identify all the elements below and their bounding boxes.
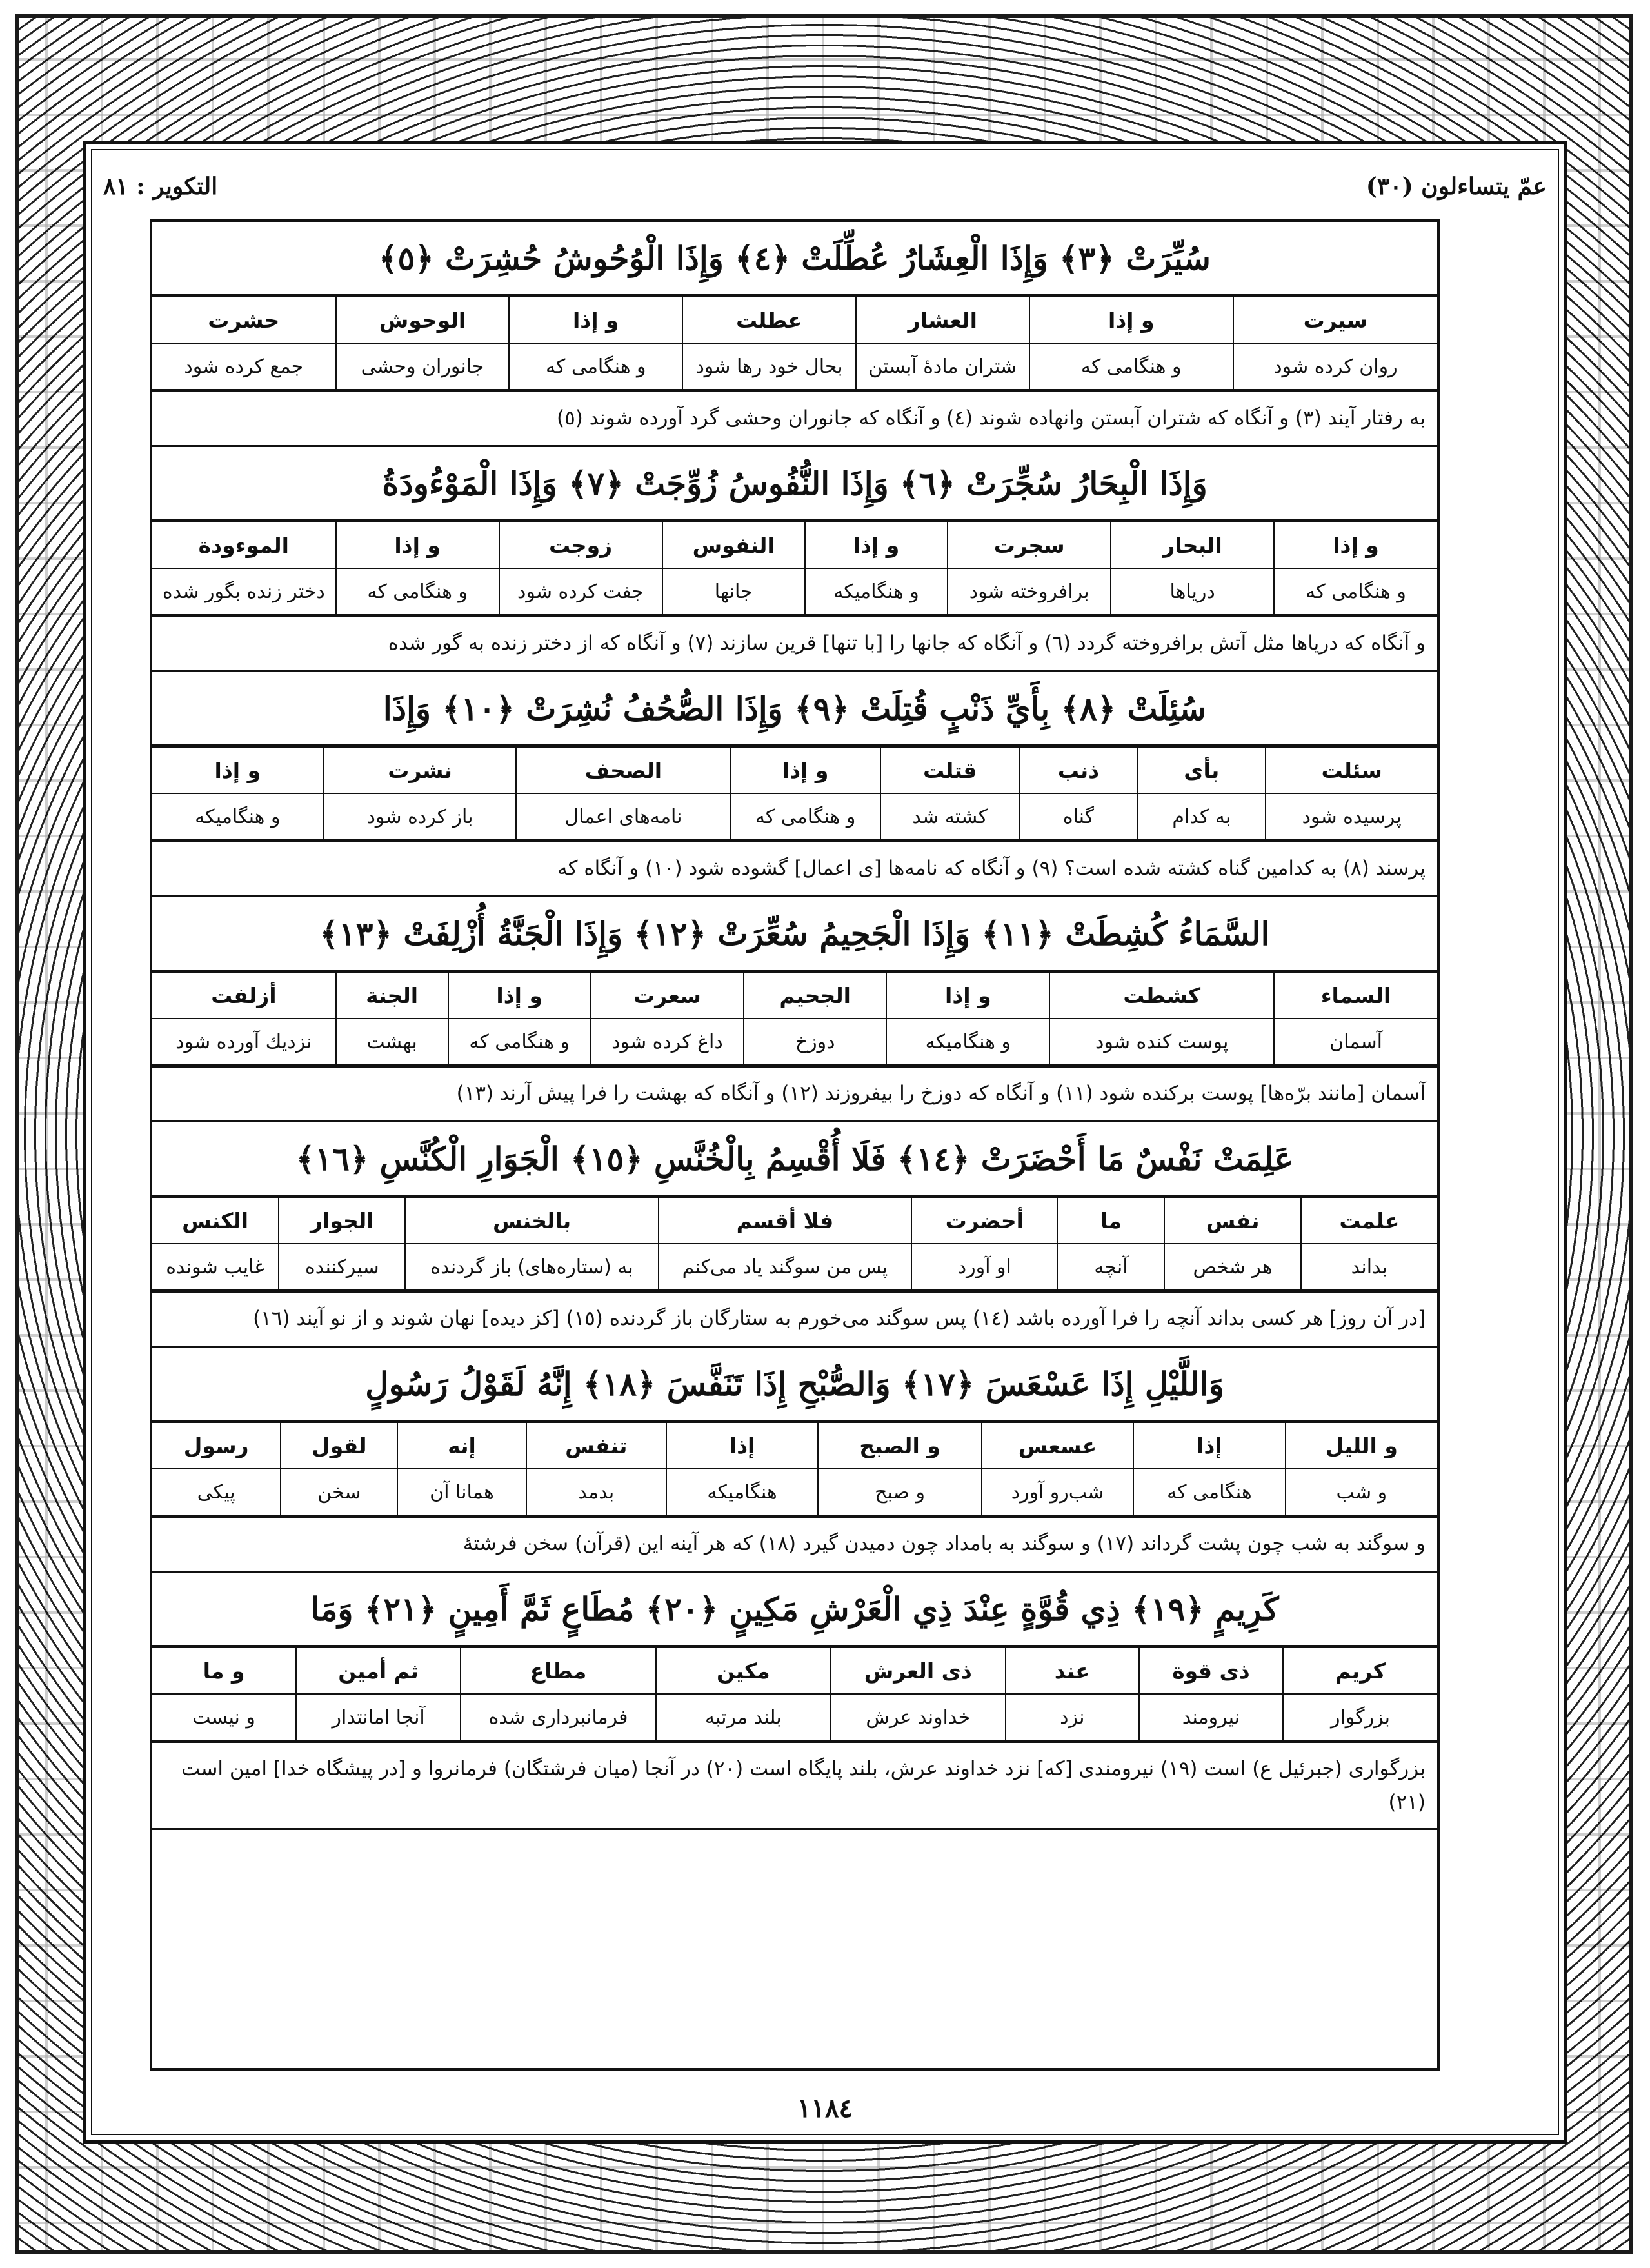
arabic-word: سعرت [591,972,744,1019]
surah-title: التكوير : ٨١ [103,173,218,200]
arabic-word: و الليل [1286,1422,1437,1469]
arabic-word: و ما [152,1647,296,1694]
persian-meaning: و هنگامى كه [509,343,682,390]
verse-block [152,447,1437,672]
verse-block [152,222,1437,447]
arabic-word: بالخنس [405,1197,658,1244]
word-by-word-table [152,521,1437,615]
arabic-word: رسول [152,1422,281,1469]
persian-meaning: جمع كرده شود [152,343,336,390]
arabic-word: عسعس [982,1422,1133,1469]
quran-verse: السَّمَاءُ كُشِطَتْ ﴿١١﴾ وَإِذَا الْجَحِيمُ سُعِّرَتْ ﴿١٢﴾ وَإِذَا الْجَنَّةُ أُزْلِفَتْ ﴿١٣﴾ [152,897,1437,971]
persian-meaning: درياها [1111,568,1274,615]
arabic-words-row [152,522,1437,568]
word-by-word-table [152,1647,1437,1741]
arabic-word: و إذا [152,747,324,793]
persian-meaning: جفت كرده شود [499,568,662,615]
persian-meaning: و هنگاميكه [152,793,324,840]
juz-title: عمّ يتساءلون (٣٠) [1366,173,1547,200]
quran-verse: وَاللَّيْلِ إِذَا عَسْعَسَ ﴿١٧﴾ وَالصُّبْحِ إِذَا تَنَفَّسَ ﴿١٨﴾ إِنَّهُ لَقَوْلُ رَسُولٍ [152,1348,1437,1422]
content-box [150,219,1440,2071]
persian-meaning: دختر زنده بگور شده [152,568,336,615]
persian-meaning: پوست كنده شود [1049,1019,1274,1065]
arabic-word: قتلت [880,747,1020,793]
quran-verse: عَلِمَتْ نَفْسٌ مَا أَحْضَرَتْ ﴿١٤﴾ فَلَا أُقْسِمُ بِالْخُنَّسِ ﴿١٥﴾ الْجَوَارِ الْكُنَّسِ ﴿١٦﴾ [152,1122,1437,1197]
arabic-word: و إذا [1274,522,1437,568]
persian-meaning: آنچه [1057,1244,1164,1290]
arabic-word: نفس [1164,1197,1300,1244]
quran-verse: سُئِلَتْ ﴿٨﴾ بِأَيِّ ذَنْبٍ قُتِلَتْ ﴿٩﴾ وَإِذَا الصُّحُفُ نُشِرَتْ ﴿١٠﴾ وَإِذَا [152,672,1437,746]
persian-meaning: بحال خود رها شود [682,343,856,390]
persian-translation: پرسند (٨) به كدامين گناه كشته شده است؟ (٩) و آنگاه كه نامه‌ها [ى اعمال] گشوده شود (١٠) و آنگاه كه [152,841,1437,897]
word-by-word-table [152,1422,1437,1516]
persian-meaning: پس من سوگند ياد مى‌كنم [659,1244,911,1290]
verse-block [152,1348,1437,1573]
arabic-word: ثم أمين [296,1647,461,1694]
persian-meaning: شب‌رو آورد [982,1469,1133,1515]
persian-meanings-row [152,343,1437,390]
persian-meaning: شتران مادۀ آبستن [856,343,1029,390]
arabic-word: الوحوش [336,297,510,343]
persian-meaning: سخن [281,1469,397,1515]
persian-translation: به رفتار آيند (٣) و آنگاه كه شتران آبستن وانهاده شوند (٤) و آنگاه كه جانوران وحشى گرد آورده شوند (٥) [152,390,1437,447]
persian-meaning: به كدام [1137,793,1266,840]
persian-meaning: سيركننده [279,1244,405,1290]
arabic-word: عند [1006,1647,1139,1694]
persian-meaning: گناه [1020,793,1138,840]
persian-meaning: بداند [1301,1244,1437,1290]
persian-meanings-row [152,1244,1437,1290]
persian-meaning: و صبح [818,1469,982,1515]
arabic-word: ذى قوة [1139,1647,1283,1694]
arabic-word: إذا [666,1422,818,1469]
arabic-word: العشار [856,297,1029,343]
persian-meaning: باز كرده شود [324,793,517,840]
arabic-word: زوجت [499,522,662,568]
persian-meaning: و هنگاميكه [886,1019,1049,1065]
arabic-word: و إذا [509,297,682,343]
page-number: ١١٨٤ [797,2093,853,2124]
arabic-word: الجوار [279,1197,405,1244]
persian-meaning: و شب [1286,1469,1437,1515]
arabic-words-row [152,297,1437,343]
persian-meaning: هنگاميكه [666,1469,818,1515]
arabic-word: نشرت [324,747,517,793]
arabic-word: و إذا [886,972,1049,1019]
arabic-word: و إذا [1029,297,1233,343]
arabic-word: أزلفت [152,972,336,1019]
arabic-word: مكين [656,1647,831,1694]
verse-block [152,897,1437,1122]
arabic-word: مطاع [461,1647,656,1694]
persian-meaning: نزد [1006,1694,1139,1740]
persian-meaning: و هنگامى كه [1274,568,1437,615]
arabic-word: و الصبح [818,1422,982,1469]
persian-meaning: خداوند عرش [831,1694,1006,1740]
persian-meaning: جانها [662,568,805,615]
persian-meaning: و هنگاميكه [805,568,948,615]
persian-meaning: بهشت [336,1019,448,1065]
persian-meaning: آنجا امانتدار [296,1694,461,1740]
persian-meaning: آسمان [1274,1019,1437,1065]
persian-meaning: و هنگامى كه [1029,343,1233,390]
persian-meaning: دوزخ [744,1019,886,1065]
arabic-word: سئلت [1266,747,1437,793]
arabic-word: و إذا [805,522,948,568]
arabic-words-row [152,1647,1437,1694]
word-by-word-table [152,1197,1437,1291]
arabic-word: سجرت [948,522,1111,568]
arabic-word: فلا أقسم [659,1197,911,1244]
arabic-word: النفوس [662,522,805,568]
persian-translation: بزرگوارى (جبرئيل ع) است (١٩) نيرومندى [كه] نزد خداوند عرش، بلند پايگاه است (٢٠) در آنجا (ميان فرشتگان) فرمانروا و [در پيشگاه خدا] امين است (٢١) [152,1741,1437,1830]
persian-meaning: روان كرده شود [1233,343,1437,390]
persian-meaning: و هنگامى كه [448,1019,591,1065]
arabic-word: و إذا [730,747,880,793]
persian-meanings-row [152,1694,1437,1740]
persian-meaning: داغ كرده شود [591,1019,744,1065]
persian-meaning: پرسيده شود [1266,793,1437,840]
persian-meaning: همانا آن [397,1469,526,1515]
arabic-word: حشرت [152,297,336,343]
arabic-word: إذا [1133,1422,1285,1469]
persian-meaning: پيكى [152,1469,281,1515]
persian-meanings-row [152,793,1437,840]
arabic-word: لقول [281,1422,397,1469]
persian-meaning: و هنگامى كه [730,793,880,840]
arabic-word: سيرت [1233,297,1437,343]
persian-meaning: او آورد [911,1244,1057,1290]
persian-meaning: به (ستاره‌هاى) باز گردنده [405,1244,658,1290]
arabic-words-row [152,1422,1437,1469]
persian-translation: آسمان [مانند برّه‌ها] پوست بركنده شود (١١) و آنگاه كه دوزخ را بيفروزند (١٢) و آنگاه كه بهشت را فرا پيش آرند (١٣) [152,1066,1437,1122]
word-by-word-table [152,746,1437,841]
persian-meaning: جانوران وحشى [336,343,510,390]
verse-block [152,1573,1437,1830]
arabic-word: أحضرت [911,1197,1057,1244]
quran-verse: سُيِّرَتْ ﴿٣﴾ وَإِذَا الْعِشَارُ عُطِّلَتْ ﴿٤﴾ وَإِذَا الْوُحُوشُ حُشِرَتْ ﴿٥﴾ [152,222,1437,296]
arabic-word: كريم [1283,1647,1437,1694]
persian-meaning: غايب شونده [152,1244,279,1290]
arabic-word: الجحيم [744,972,886,1019]
arabic-word: ذى العرش [831,1647,1006,1694]
arabic-word: الجنة [336,972,448,1019]
word-by-word-table [152,971,1437,1066]
arabic-word: ذنب [1020,747,1138,793]
persian-meaning: هنگامى كه [1133,1469,1285,1515]
arabic-word: إنه [397,1422,526,1469]
page-header [97,173,1553,212]
persian-meaning: برافروخته شود [948,568,1111,615]
arabic-word: و إذا [448,972,591,1019]
quran-verse: كَرِيمٍ ﴿١٩﴾ ذِي قُوَّةٍ عِنْدَ ذِي الْعَرْشِ مَكِينٍ ﴿٢٠﴾ مُطَاعٍ ثَمَّ أَمِينٍ ﴿٢١﴾ وَمَا [152,1573,1437,1647]
persian-meaning: نيرومند [1139,1694,1283,1740]
persian-meaning: بلند مرتبه [656,1694,831,1740]
persian-meaning: و هنگامى كه [336,568,499,615]
persian-meaning: نامه‌هاى اعمال [516,793,730,840]
word-by-word-table [152,296,1437,390]
arabic-word: عطلت [682,297,856,343]
persian-meaning: بدمد [526,1469,666,1515]
arabic-word: و إذا [336,522,499,568]
persian-meaning: كشته شد [880,793,1020,840]
arabic-word: بأى [1137,747,1266,793]
arabic-word: الكنس [152,1197,279,1244]
arabic-words-row [152,972,1437,1019]
arabic-words-row [152,1197,1437,1244]
quran-verse: وَإِذَا الْبِحَارُ سُجِّرَتْ ﴿٦﴾ وَإِذَا النُّفُوسُ زُوِّجَتْ ﴿٧﴾ وَإِذَا الْمَوْءُودَةُ [152,447,1437,521]
arabic-words-row [152,747,1437,793]
arabic-word: تنفس [526,1422,666,1469]
persian-meanings-row [152,1019,1437,1065]
arabic-word: كشطت [1049,972,1274,1019]
arabic-word: البحار [1111,522,1274,568]
persian-meaning: فرمانبردارى شده [461,1694,656,1740]
persian-meanings-row [152,1469,1437,1515]
persian-translation: و آنگاه كه درياها مثل آتش برافروخته گردد (٦) و آنگاه كه جانها را [با تنها] قرين سازند (٧) و آنگاه كه از دختر زنده به گور شده [152,615,1437,672]
persian-translation: [در آن روز] هر كسى بداند آنچه را فرا آورده باشد (١٤) پس سوگند مى‌خورم به ستارگان باز گردنده (١٥) [كز ديده] نهان شوند و از نو آيند (١٦) [152,1291,1437,1348]
arabic-word: السماء [1274,972,1437,1019]
arabic-word: الصحف [516,747,730,793]
verse-block [152,672,1437,897]
persian-meaning: هر شخص [1164,1244,1300,1290]
persian-meaning: و نيست [152,1694,296,1740]
arabic-word: الموءودة [152,522,336,568]
persian-translation: و سوگند به شب چون پشت گرداند (١٧) و سوگند به بامداد چون دميدن گيرد (١٨) كه هر آينه اين (قرآن) سخن فرشتۀ [152,1516,1437,1573]
arabic-word: علمت [1301,1197,1437,1244]
persian-meaning: نزديك آورده شود [152,1019,336,1065]
arabic-word: ما [1057,1197,1164,1244]
verse-block [152,1122,1437,1348]
persian-meanings-row [152,568,1437,615]
persian-meaning: بزرگوار [1283,1694,1437,1740]
